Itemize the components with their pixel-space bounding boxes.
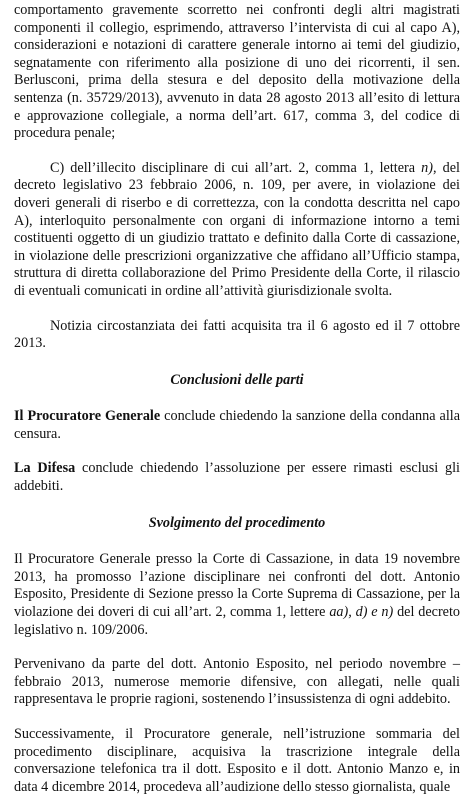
proceedings-paragraph-1 — [14, 551, 460, 639]
charge-c-text-end: , del decreto legislativo 23 febbraio 2006, n. 109, per avere, in violazione dei doveri generali di riserbo e di correttezza, con la condotta descritta nel capo A), interloquito personalmente con organi di informazione intorno a temi costituenti oggetto di un giudizio trattato e definito dalla Corte di cassazione, in violazione delle prescrizioni organizzative che affidano all’Ufficio stampa, struttura di diretta collaborazione del Primo Presidente della Corte, il rilascio di eventuali comunicati in ordine all’attività giurisdizionale svolta. — [14, 159, 460, 299]
proceedings-heading: Svolgimento del procedimento — [148, 514, 326, 531]
proceedings-p1-end: del decreto legislativo n. 109/2006. — [14, 604, 461, 638]
defense-label: La Difesa — [14, 460, 76, 477]
proceedings-p1-letters: aa), d) e n) — [329, 604, 394, 621]
proceedings-p1-start: Il Procuratore Generale presso la Corte di Cassazione, in data 19 novembre 2013, ha promosso l’azione disciplinare nei confronti del dott. Antonio Esposito, Presidente di Sezione presso la Corte Suprema di Cassazione, per la violazione dei doveri di cui all’art. 2, comma 1, lettere — [14, 551, 460, 621]
charge-c-paragraph — [14, 160, 460, 301]
prosecutor-conclusion — [14, 408, 460, 443]
conclusions-heading: Conclusioni delle parti — [170, 371, 304, 388]
charge-c-text-start: C) dell’illecito disciplinare di cui all’art. 2, comma 1, lettera — [50, 159, 422, 176]
prosecutor-text: conclude chiedendo la sanzione della condanna alla censura. — [14, 408, 461, 442]
prosecutor-label: Il Procuratore Generale — [14, 408, 161, 425]
charge-c-letter: n) — [421, 159, 433, 176]
charge-b-continuation: comportamento gravemente scorretto nei confronti degli altri magistrati componenti il collegio, esprimendo, attraverso l’intervista di cui al capo A), considerazioni e notazioni di carattere generale intorno ai temi del giudizio, segnatamente con riferimento alla posizione di uno dei ricorrenti, il sen. Berlusconi, prima della stesura e del deposito della motivazione della sentenza (n. 35729/2013), avvenuto in data 28 agosto 2013 all’esito di lettura e approvazione collegiale, a norma dell’art. 617, comma 3, del codice di procedura penale; — [14, 2, 460, 142]
document-page — [14, 2, 460, 796]
defense-conclusion — [14, 460, 460, 495]
defense-text: conclude chiedendo l’assoluzione per essere rimasti esclusi gli addebiti. — [14, 460, 460, 495]
notice-paragraph: Notizia circostanziata dei fatti acquisita tra il 6 agosto ed il 7 ottobre 2013. — [14, 317, 460, 352]
proceedings-paragraph-3: Successivamente, il Procuratore generale, nell’istruzione sommaria del procedimento disciplinare, acquisiva la trascrizione integrale della conversazione telefonica tra il dott. Esposito e il dott. Antonio Manzo e, in data 4 dicembre 2014, procedeva all’audizione dello stesso giornalista, quale — [14, 726, 460, 795]
proceedings-paragraph-2: Pervenivano da parte del dott. Antonio Esposito, nel periodo novembre – febbraio 2013, numerose memorie difensive, con allegati, nelle quali rappresentava le proprie ragioni, sostenendo l’insussistenza di ogni addebito. — [14, 656, 460, 708]
